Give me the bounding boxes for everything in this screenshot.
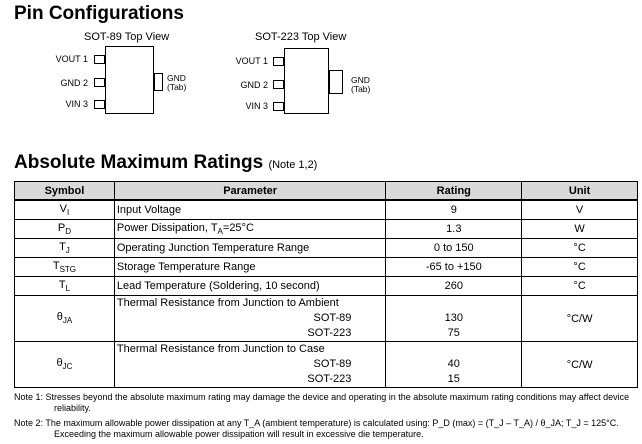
sot223-tab-label: GND (Tab) (351, 75, 371, 94)
sot89-pin1 (94, 55, 105, 64)
sot223-pin3 (273, 102, 284, 111)
sot89-pin1-label: VOUT 1 (55, 54, 88, 64)
ratings-table (14, 181, 638, 388)
parameter-cell: Thermal Resistance from Junction to Ambient SOT-89 SOT-223 (114, 296, 386, 342)
parameter-cell: Power Dissipation, $T_A=25^\circ C$ (114, 220, 386, 239)
sot89-pin2-label: GND 2 (60, 78, 88, 88)
sot89-body (105, 46, 154, 114)
symbol-cell: $T_J$ (15, 239, 115, 258)
symbol-cell: $T_L$ (15, 277, 115, 296)
unit-cell: °C (522, 258, 638, 277)
ratings-title: Absolute Maximum Ratings (Note 1,2) (14, 152, 318, 173)
table-row (15, 239, 638, 258)
unit-cell: °C (522, 277, 638, 296)
sot223-pin1-label: VOUT 1 (235, 56, 268, 66)
sot223-pin3-label: VIN 3 (245, 101, 268, 111)
parameter-cell: Storage Temperature Range (114, 258, 386, 277)
rating-cell: 9 (386, 200, 522, 220)
table-row-theta-ja (15, 296, 638, 342)
table-row (15, 220, 638, 239)
unit-cell: W (522, 220, 638, 239)
symbol-cell: $\theta_{JA}$ (15, 296, 115, 342)
sot223-pin2-label: GND 2 (240, 80, 268, 90)
header-parameter: Parameter (114, 182, 386, 201)
header-rating: Rating (386, 182, 522, 201)
sot89-pin3 (94, 100, 105, 109)
sot223-body (284, 48, 329, 114)
symbol-cell: $P_D$ (15, 220, 115, 239)
sot89-tab (154, 73, 163, 91)
parameter-cell: Operating Junction Temperature Range (114, 239, 386, 258)
parameter-cell: Lead Temperature (Soldering, 10 second) (114, 277, 386, 296)
notes (14, 392, 642, 444)
sot223-view-title: SOT-223 Top View (255, 31, 347, 43)
sot223-pin1 (273, 57, 284, 66)
table-row-theta-jc (15, 342, 638, 388)
rating-cell: -65 to +150 (386, 258, 522, 277)
unit-cell: °C/W (522, 342, 638, 388)
symbol-cell: $T_{STG}$ (15, 258, 115, 277)
pin-config-title: Pin Configurations (14, 3, 184, 24)
rating-cell: 1.3 (386, 220, 522, 239)
symbol-cell: $\theta_{JC}$ (15, 342, 115, 388)
symbol-cell: $V_I$ (15, 200, 115, 220)
rating-cell: 40 15 (386, 342, 522, 388)
unit-cell: V (522, 200, 638, 220)
sot89-pin3-label: VIN 3 (65, 99, 88, 109)
header-unit: Unit (522, 182, 638, 201)
ratings-note-ref: (Note 1,2) (268, 159, 318, 171)
sot89-tab-label: GND (Tab) (167, 73, 187, 92)
rating-cell: 130 75 (386, 296, 522, 342)
unit-cell: °C (522, 239, 638, 258)
table-row (15, 258, 638, 277)
table-header-row (15, 182, 638, 201)
rating-cell: 260 (386, 277, 522, 296)
parameter-cell: Input Voltage (114, 200, 386, 220)
sot89-pin2 (94, 78, 105, 87)
note-2: Note 2: The maximum allowable power dissipation at any T_A (ambient temperature) is calculated using: P_D (max) = (T_J – T_A) / θ_JA; T_J = 125°C. Exceeding the maximum allowable power dissipation will result in excessive die temperature. (14, 418, 619, 439)
header-symbol: Symbol (15, 182, 115, 201)
unit-cell: °C/W (522, 296, 638, 342)
sot223-pin2 (273, 80, 284, 89)
note-1: Note 1: Stresses beyond the absolute maximum rating may damage the device and operating in the absolute maximum rating conditions may affect device reliability. (14, 392, 630, 413)
sot89-view-title: SOT-89 Top View (84, 31, 170, 43)
parameter-cell: Thermal Resistance from Junction to Case SOT-89 SOT-223 (114, 342, 386, 388)
table-row (15, 200, 638, 220)
rating-cell: 0 to 150 (386, 239, 522, 258)
table-row (15, 277, 638, 296)
sot223-tab (329, 70, 343, 94)
